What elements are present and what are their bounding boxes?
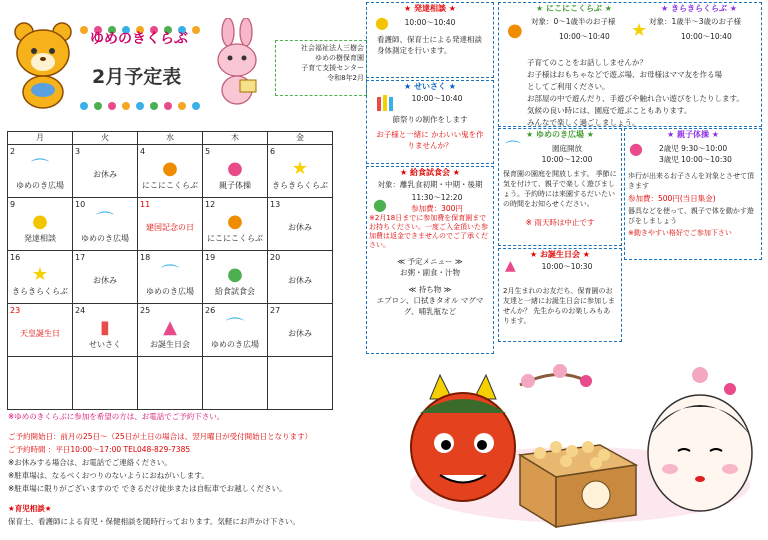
cake-icon: ▲ [505, 258, 516, 274]
event-subtitle: 園庭開放 [552, 144, 582, 153]
nikoniko-body [527, 57, 761, 129]
setsubun-illustration [400, 355, 760, 535]
chick-icon: ● [375, 13, 389, 32]
day-event-label: にこにこくらぶ [142, 181, 198, 190]
event-target: 対象：離乳食初期・中期・後期 [377, 180, 483, 189]
calendar-day-cell [8, 198, 73, 251]
event-title: ★ 親子体操 ★ [667, 130, 719, 139]
event-time: 10:00～10:40 [404, 18, 456, 27]
body-line: としてご利用ください。 [527, 82, 610, 91]
day-number: 25 [140, 306, 151, 315]
calendar-day-cell [8, 145, 73, 198]
day-number: 24 [75, 306, 86, 315]
plan-title: 2月予定表 [92, 66, 182, 88]
day-number: 2 [10, 147, 16, 156]
note-parking: ※駐車場に限りがございますので できるだけ徒歩または自転車でお越しください。 [8, 484, 287, 493]
day-number: 5 [205, 147, 211, 156]
counsel-title: ★育児相談★ [8, 504, 52, 513]
calendar-day-cell [138, 145, 203, 198]
event-title: ★ お誕生日会 ★ [530, 250, 590, 259]
note-absence: ※お休みする場合は、お電話でご連絡ください。 [8, 458, 172, 467]
day-number: 6 [270, 147, 276, 156]
day-event-label: 天皇誕生日 [20, 329, 60, 338]
day-event-label: お休み [288, 223, 312, 232]
event-note: ※動きやすい格好でご参加下さい [628, 229, 732, 237]
calendar-day-cell [138, 251, 203, 304]
calendar-day-cell [268, 145, 333, 198]
day-number: 27 [270, 306, 281, 315]
day-event-label: きらきらくらぶ [272, 181, 328, 190]
weekday-header: 火 [73, 132, 138, 145]
weekday-header: 月 [8, 132, 73, 145]
calendar-day-cell [8, 251, 73, 304]
day-number: 11 [140, 200, 151, 209]
event-body: 節祭りの制作をします [392, 115, 468, 124]
day-event-label: お休み [93, 170, 117, 179]
event-box-nikoniko-kirakira [498, 2, 762, 127]
event-box-yumenoki [498, 128, 622, 246]
sun-icon: ● [162, 158, 178, 179]
calendar-day-cell [73, 251, 138, 304]
event-title: ★ せいさく ★ [404, 82, 456, 91]
baby-icon: ● [629, 139, 643, 158]
calendar-day-cell [138, 198, 203, 251]
menu-title: ≪ 予定メニュー ≫ [397, 257, 463, 266]
event-box-kyushoku [366, 166, 494, 354]
event-time: 10:00～10:30 [541, 262, 593, 271]
event-body2: 器具などを使って、親子で体を動かす遊びをしましょう [628, 207, 754, 225]
melon-icon: ● [373, 195, 387, 214]
note-reservation: ※ゆめのきくらぶに参加を希望の方は、お電話でご予約下さい。 [8, 412, 225, 421]
event-body: 歩行が出来るお子さんを対象とさせて頂きます [628, 172, 754, 190]
calendar-day-cell [268, 357, 333, 410]
club-name-title: ゆめのきくらぶ [90, 31, 188, 47]
rainbow-icon: ⌒ [31, 158, 49, 179]
day-event-label: お休み [93, 276, 117, 285]
day-number: 16 [10, 253, 21, 262]
calendar-day-cell [73, 357, 138, 410]
calendar-header-row [8, 132, 333, 145]
day-number: 19 [205, 253, 216, 262]
day-event-label: ゆめのき広場 [211, 340, 259, 349]
event-title: ★ 給食試食会 ★ [400, 168, 460, 177]
calendar-day-cell [8, 304, 73, 357]
calendar-day-cell [268, 251, 333, 304]
day-number: 3 [75, 147, 81, 156]
calendar-day-cell [203, 198, 268, 251]
day-event-label: ゆめのき広場 [16, 181, 64, 190]
kirakira-target: 対象：1歳半～3歳のお子様 [649, 17, 742, 26]
calendar-day-cell [203, 251, 268, 304]
event-fee: 参加費：500円(当日集金) [628, 194, 716, 203]
star-icon: ★ [291, 158, 309, 179]
day-event-label: お休み [288, 276, 312, 285]
body-line: 気候の良い時には、園庭で遊ぶこともあります。 [527, 106, 692, 115]
items-body: エプロン、口拭きタオル マグマグ、哺乳瓶など [376, 296, 484, 316]
rainbow-icon: ⌒ [96, 211, 114, 232]
day-number: 13 [270, 200, 281, 209]
day-number: 9 [10, 200, 16, 209]
organization-box [275, 40, 367, 96]
calendar-day-cell [203, 145, 268, 198]
crayons-icon [375, 91, 397, 113]
rainbow-icon: ⌒ [505, 139, 522, 158]
calendar-day-cell [268, 198, 333, 251]
age3-time: 3歳児 10:00～10:30 [659, 155, 732, 164]
calendar-table [7, 131, 333, 410]
calendar-day-cell [138, 357, 203, 410]
chick-icon: ● [32, 211, 48, 232]
sun-icon: ● [227, 211, 243, 232]
event-title-kirakira: ★ きらきらくらぶ ★ [661, 4, 737, 13]
day-event-label: ゆめのき広場 [81, 234, 129, 243]
day-number: 17 [75, 253, 86, 262]
day-event-label: 親子体操 [219, 181, 251, 190]
rainbow-icon: ⌒ [226, 317, 244, 338]
event-body: 保育園の園庭を開放します。 季節に気を付けて、親子で楽しく遊びましょう。予約時には来園するだいたいの時間をお知らせください。 [503, 170, 617, 208]
org-line: 社会福祉法人三樹会 [301, 44, 364, 52]
counsel-body: 保育士、看護師による育児・保健相談を随時行っております。気軽にお声かけ下さい。 [8, 517, 300, 526]
body-line: みんなで楽しく過ごしましょう。 [527, 118, 640, 127]
event-note: お子様と一緒に かわいい鬼を作りませんか？ [376, 130, 484, 150]
weekday-header: 金 [268, 132, 333, 145]
melon-icon: ● [227, 264, 243, 285]
sun-icon: ● [507, 20, 523, 41]
org-line: ゆめの樹保育園 [315, 54, 364, 62]
event-title: ★ ゆめのき広場 ★ [526, 130, 594, 139]
body-line: 子育てのことをお話ししませんか？ [527, 58, 647, 67]
event-body-line: 看護師、保育士による発達相談 [377, 35, 482, 44]
weekday-header: 木 [203, 132, 268, 145]
event-time: 11:30～12:20 [411, 193, 463, 202]
event-note: ※2月18日までに参加費を保育園までお持ちください。一度ご入金頂いた参加費は返金できませんのでご了承ください。 [369, 214, 488, 249]
calendar-week-row [8, 357, 333, 410]
cake-icon: ▲ [163, 317, 177, 338]
calendar-day-cell [73, 145, 138, 198]
baby-icon: ● [227, 158, 243, 179]
event-title: ★ 発達相談 ★ [404, 4, 456, 13]
event-body-line: 身体測定を行います。 [377, 46, 452, 55]
calendar-week-row [8, 304, 333, 357]
calendar-day-cell [73, 304, 138, 357]
star-icon: ★ [31, 264, 49, 285]
event-body: 2月生まれのお友だち、保育園のお友達と一緒にお誕生日会に参加しませんか？ 先生からのお楽しみもあります。 [503, 287, 615, 325]
body-line: お子様はおもちゃなどで遊ぶ場、お母様はママ友を作る場 [527, 70, 722, 79]
day-event-label: お休み [288, 329, 312, 338]
day-number: 4 [140, 147, 146, 156]
calendar-day-cell [8, 357, 73, 410]
kirakira-time: 10:00～10:40 [681, 32, 732, 41]
day-event-label: ゆめのき広場 [146, 287, 194, 296]
day-event-label: にこにこくらぶ [207, 234, 263, 243]
notes-section [8, 410, 378, 528]
rabbit-mascot-illustration [210, 18, 266, 108]
star-icon: ★ [631, 20, 648, 41]
rainbow-icon: ⌒ [161, 264, 179, 285]
age2-time: 2歳児 9:30～10:00 [659, 144, 728, 153]
note-fee: ※駐車場は、なるべくおつりのないようにおねがいします。 [8, 471, 209, 480]
calendar-week-row [8, 198, 333, 251]
day-event-label: せいさく [89, 340, 121, 349]
calendar-day-cell [73, 198, 138, 251]
day-event-label: 建国記念の日 [146, 223, 194, 232]
weekday-header: 水 [138, 132, 203, 145]
day-number: 26 [205, 306, 216, 315]
nikoniko-time: 10:00～10:40 [559, 32, 610, 41]
body-line: お部屋の中で遊んだり、手遊びや触れ合い遊びをしたりします。 [527, 94, 744, 103]
event-box-tanjobi [498, 248, 622, 342]
note-start-date: ご予約開始日：前月の25日～（25日が土日の場合は、翌月曜日が受付開始日となります） [8, 432, 313, 441]
crayons-icon: ▮ [100, 317, 110, 338]
calendar-day-cell [268, 304, 333, 357]
day-event-label: お誕生日会 [150, 340, 190, 349]
day-number: 23 [10, 306, 21, 315]
note-reservation-time: ご予約時間 ：平日10:00～17:00 TEL048-829-7385 [8, 445, 191, 454]
menu-body: お粥・副食・汁物 [400, 268, 460, 277]
event-box-oyako [624, 128, 762, 260]
day-event-label: 発達相談 [24, 234, 56, 243]
event-note: ※ 雨天時は中止です [525, 218, 595, 227]
day-number: 12 [205, 200, 216, 209]
calendar-week-row [8, 145, 333, 198]
org-line: 令和8年2月 [327, 74, 364, 82]
calendar-day-cell [203, 357, 268, 410]
day-event-label: きらきらくらぶ [12, 287, 68, 296]
event-time: 10:00～12:00 [541, 155, 593, 164]
items-title: ≪ 持ち物 ≫ [408, 285, 452, 294]
event-box-hattatsu [366, 2, 494, 78]
event-time: 10:00～10:40 [411, 94, 463, 103]
day-number: 18 [140, 253, 151, 262]
nikoniko-target: 対象：0～1歳半のお子様 [531, 17, 616, 26]
bear-mascot-illustration [10, 18, 80, 110]
day-number: 10 [75, 200, 86, 209]
org-line: 子育て支援センター [301, 64, 364, 72]
calendar-week-row [8, 251, 333, 304]
calendar-day-cell [138, 304, 203, 357]
day-event-label: 給食試食会 [215, 287, 255, 296]
day-number: 20 [270, 253, 281, 262]
decorative-dots-bottom [78, 98, 206, 112]
event-fee: 参加費：300円 [411, 204, 463, 213]
calendar-day-cell [203, 304, 268, 357]
event-title-nikoniko: ★ にこにこくらぶ ★ [536, 4, 612, 13]
event-box-seisaku [366, 80, 494, 164]
